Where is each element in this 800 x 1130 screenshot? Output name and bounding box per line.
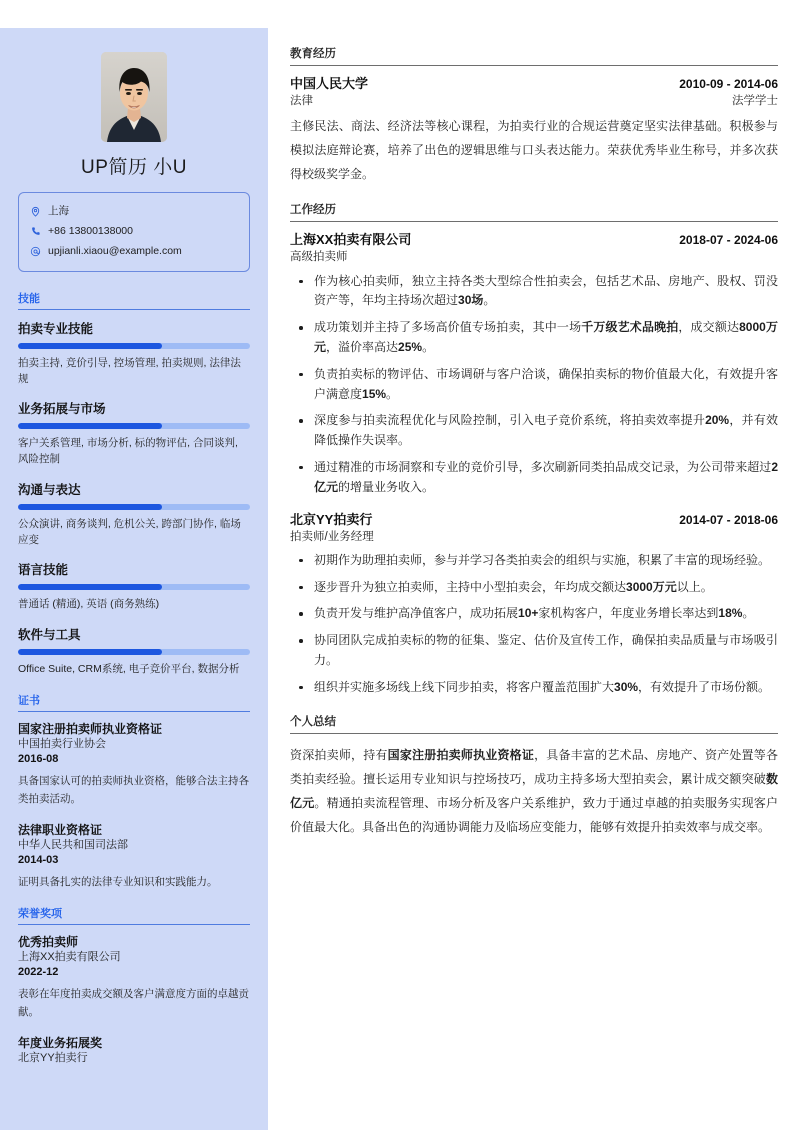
contact-email-value: upjianli.xiaou@example.com: [48, 244, 182, 257]
summary-heading: 个人总结: [290, 713, 778, 734]
skill-progress-bar: [18, 423, 250, 429]
honor-date: 2022-12: [18, 965, 59, 978]
work-item: [290, 511, 778, 698]
contact-location-value: 上海: [48, 205, 69, 217]
honor-issuer: 北京YY拍卖行: [18, 1051, 88, 1064]
skill-item: [18, 560, 250, 613]
skill-description: 普通话 (精通), 英语 (商务熟练): [18, 598, 160, 611]
skill-item: [18, 319, 250, 388]
education-heading: 教育经历: [290, 45, 778, 66]
work-heading: 工作经历: [290, 201, 778, 222]
skill-progress-fill: [18, 343, 162, 349]
education-top-row: [290, 75, 778, 93]
work-item: [290, 231, 778, 497]
bullet-item: 作为核心拍卖师，独立主持各类大型综合性拍卖会，包括艺术品、房地产、股权、罚没资产等，年均主持场次超过30场。: [290, 272, 778, 312]
sidebar: [0, 28, 268, 1130]
skill-description: 拍卖主持, 竞价引导, 控场管理, 拍卖规则, 法律法规: [18, 356, 241, 385]
certificate-item: [18, 721, 250, 809]
certificate-issuer: 中国拍卖行业协会: [18, 738, 106, 750]
honor-item: [18, 934, 250, 1022]
skill-description: 公众演讲, 商务谈判, 危机公关, 跨部门协作, 临场应变: [18, 517, 241, 546]
section-summary: [290, 713, 778, 839]
avatar: [101, 52, 167, 142]
section-work-experience: [290, 201, 778, 697]
skill-progress-bar: [18, 343, 250, 349]
skill-progress-bar: [18, 504, 250, 510]
bullet-item: 负责拍卖标的物评估、市场调研与客户洽谈，确保拍卖标的物价值最大化，有效提升客户满意度15%。: [290, 365, 778, 405]
work-company: 上海XX拍卖有限公司: [290, 232, 412, 248]
skill-progress-fill: [18, 649, 162, 655]
section-education: [290, 45, 778, 186]
bullet-item: 逐步晋升为独立拍卖师，主持中小型拍卖会，年均成交额达3000万元以上。: [290, 578, 778, 598]
sidebar-section-honors: [18, 905, 250, 1066]
skill-progress-fill: [18, 504, 162, 510]
education-sub-row: [290, 93, 778, 109]
education-school: 中国人民大学: [290, 76, 369, 91]
honors-heading: 荣誉奖项: [18, 905, 250, 925]
education-major: 法律: [290, 95, 313, 108]
contact-phone-value: +86 13800138000: [48, 224, 133, 237]
certificate-date: 2014-03: [18, 853, 59, 866]
education-item: [290, 75, 778, 186]
honor-issuer: 上海XX拍卖有限公司: [18, 951, 121, 964]
bullet-item: 成功策划并主持了多场高价值专场拍卖，其中一场千万级艺术品晚拍，成交额达8000万元，溢价率高达25%。: [290, 318, 778, 358]
skill-progress-fill: [18, 423, 162, 429]
bullet-item: 负责开发与维护高净值客户，成功拓展10+家机构客户，年度业务增长率达到18%。: [290, 604, 778, 624]
skill-title: 语言技能: [18, 563, 69, 578]
skill-title: 拍卖专业技能: [18, 321, 94, 336]
skill-item: [18, 399, 250, 468]
avatar-container: [18, 52, 250, 142]
certificates-heading: 证书: [18, 692, 250, 712]
sidebar-section-skills: [18, 290, 250, 678]
honor-title: 年度业务拓展奖: [18, 1035, 103, 1050]
sidebar-section-certificates: [18, 692, 250, 891]
work-role: 高级拍卖师: [290, 251, 348, 264]
skill-item: [18, 480, 250, 549]
work-role: 拍卖师/业务经理: [290, 530, 374, 543]
certificate-issuer: 中华人民共和国司法部: [18, 838, 128, 851]
contact-card: [18, 192, 250, 272]
contact-phone[interactable]: [30, 222, 238, 242]
work-bullet-list: [290, 272, 778, 498]
honor-title: 优秀拍卖师: [18, 934, 79, 949]
certificate-date: 2016-08: [18, 752, 59, 765]
certificate-title: 国家注册拍卖师执业资格证: [18, 721, 163, 736]
skill-progress-bar: [18, 584, 250, 590]
contact-location[interactable]: [30, 202, 238, 222]
skills-heading: 技能: [18, 290, 250, 310]
skill-title: 沟通与表达: [18, 482, 81, 497]
email-icon: [30, 246, 41, 257]
certificate-title: 法律职业资格证: [18, 822, 103, 837]
honor-item: [18, 1035, 250, 1066]
main-content: [268, 28, 800, 1130]
certificate-description: 证明具备扎实的法律专业知识和实践能力。: [18, 875, 218, 888]
skill-title: 业务拓展与市场: [18, 402, 106, 417]
skill-item: [18, 625, 250, 678]
certificate-description: 具备国家认可的拍卖师执业资格，能够合法主持各类拍卖活动。: [18, 774, 249, 806]
phone-icon: [30, 226, 41, 237]
work-date: 2018-07 - 2024-06: [679, 233, 778, 248]
certificate-item: [18, 822, 250, 891]
work-bullet-list: [290, 551, 778, 698]
work-date: 2014-07 - 2018-06: [679, 512, 778, 527]
skill-title: 软件与工具: [18, 628, 81, 643]
skill-progress-bar: [18, 649, 250, 655]
skill-progress-fill: [18, 584, 162, 590]
bullet-item: 通过精准的市场洞察和专业的竞价引导，多次刷新同类拍品成交记录，为公司带来超过2亿元的增量业务收入。: [290, 458, 778, 498]
education-degree: 法学学士: [732, 95, 778, 108]
summary-text: 资深拍卖师，持有国家注册拍卖师执业资格证，具备丰富的艺术品、房地产、资产处置等各类拍卖经验。擅长运用专业知识与控场技巧，成功主持多场大型拍卖会，累计成交额突破数亿元。精通拍卖流程管理、市场分析及客户关系维护，致力于通过卓越的拍卖服务实现客户价值最大化。具备出色的沟通协调能力及临场应变能力，能够有效提升拍卖效率与成交率。: [290, 747, 778, 834]
bullet-item: 组织并实施多场线上线下同步拍卖，将客户覆盖范围扩大30%，有效提升了市场份额。: [290, 678, 778, 698]
work-company: 北京YY拍卖行: [290, 511, 373, 527]
honor-description: 表彰在年度拍卖成交额及客户满意度方面的卓越贡献。: [18, 987, 249, 1019]
education-date: 2010-09 - 2014-06: [679, 77, 778, 91]
skill-description: Office Suite, CRM系统, 电子竞价平台, 数据分析: [18, 663, 240, 676]
bullet-item: 深度参与拍卖流程优化与风险控制，引入电子竞价系统，将拍卖效率提升20%，并有效降低操作失误率。: [290, 411, 778, 451]
work-top-row: [290, 231, 778, 249]
location-icon: [30, 206, 41, 217]
bullet-item: 协同团队完成拍卖标的物的征集、鉴定、估价及宣传工作，确保拍卖品质量与市场吸引力。: [290, 631, 778, 671]
education-description: 主修民法、商法、经济法等核心课程，为拍卖行业的合规运营奠定坚实法律基础。积极参与模拟法庭辩论赛，培养了出色的逻辑思维与口头表达能力。荣获优秀毕业生称号，并多次获得校级奖学金。: [290, 119, 778, 182]
work-top-row: [290, 511, 778, 529]
contact-email[interactable]: [30, 242, 238, 262]
bullet-item: 初期作为助理拍卖师，参与并学习各类拍卖会的组织与实施，积累了丰富的现场经验。: [290, 551, 778, 571]
page-title: UP简历 小U: [81, 157, 187, 178]
skill-description: 客户关系管理, 市场分析, 标的物评估, 合同谈判, 风险控制: [18, 437, 238, 466]
